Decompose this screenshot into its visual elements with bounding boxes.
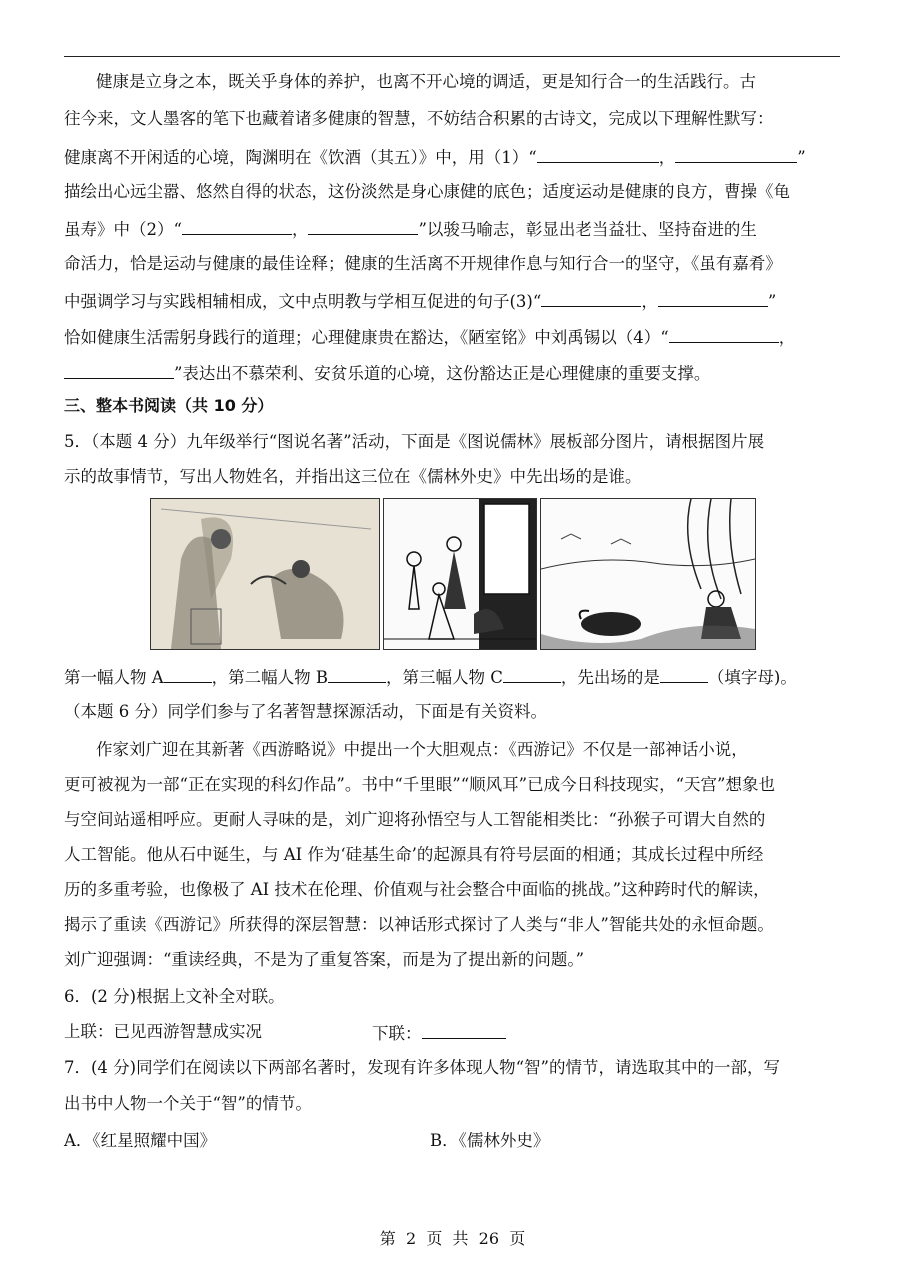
text: 刘广迎强调：“重读经典，不是为了重复答案，而是为了提出新的问题。” (64, 950, 585, 969)
passage-line-1 (96, 70, 856, 94)
answer-blank-4a[interactable] (669, 324, 779, 343)
q5-line-2 (64, 465, 854, 489)
passage-line-4 (64, 180, 854, 204)
text: 第一幅人物 A (64, 668, 164, 687)
text: 命活力，恰是运动与健康的最佳诠释；健康的生活离不开规律作息与知行合一的坚守，《虽有嘉肴》 (64, 254, 782, 273)
text: B．《儒林外史》 (430, 1131, 550, 1150)
q5-answer-line (64, 664, 854, 690)
text: 更可被视为一部“正在实现的科幻作品”。书中“千里眼”“顺风耳”已成今日科技现实，“天宫”想象也 (64, 775, 775, 794)
answer-blank-2b[interactable] (308, 216, 418, 235)
q5-line-1 (64, 430, 854, 454)
q7-line-2 (64, 1092, 854, 1116)
answer-blank-a[interactable] (164, 664, 212, 683)
text: 出书中人物一个关于“智”的情节。 (64, 1094, 312, 1113)
passage-line-5 (64, 216, 854, 242)
text: 历的多重考验，也像极了 AI 技术在伦理、价值观与社会整合中面临的挑战。”这种跨时代的解读， (64, 880, 770, 899)
illustration-c (540, 498, 756, 650)
text: A．《红星照耀中国》 (64, 1131, 217, 1150)
illustration-a-drawing (151, 499, 379, 649)
text: 作家刘广迎在其新著《西游略说》中提出一个大胆观点：《西游记》不仅是一部神话小说， (96, 740, 748, 759)
material-line-3 (64, 808, 854, 832)
passage-line-7 (64, 288, 854, 314)
couplet-upper (64, 1020, 262, 1044)
answer-blank-4b[interactable] (64, 360, 174, 379)
answer-blank-3a[interactable] (541, 288, 641, 307)
text: 中强调学习与实践相辅相成，文中点明教与学相互促进的句子(3)“ (64, 292, 542, 311)
text: ，先出场的是 (560, 668, 660, 687)
text: 恰如健康生活需躬身践行的道理；心理健康贵在豁达，《陋室铭》中刘禹锡以（4）“ (64, 328, 669, 347)
text: 上联：已见西游智慧成实况 (64, 1022, 262, 1041)
couplet-lower-blank[interactable] (422, 1020, 506, 1039)
passage-line-8 (64, 324, 854, 350)
material-line-1 (96, 738, 856, 762)
text: ”表达出不慕荣利、安贫乐道的心境，这份豁达正是心理健康的重要支撑。 (174, 364, 711, 383)
material-line-7 (64, 948, 854, 972)
text: ， (658, 148, 676, 167)
option-a[interactable] (64, 1129, 216, 1153)
text: 健康离不开闲适的心境，陶渊明在《饮酒（其五）》中，用（1）“ (64, 148, 537, 167)
text: （本题 6 分）同学们参与了名著智慧探源活动，下面是有关资料。 (64, 702, 547, 721)
answer-blank-3b[interactable] (658, 288, 768, 307)
text: ” (767, 292, 777, 311)
text: ， (641, 292, 658, 311)
section-title (64, 394, 854, 418)
text: 描绘出心远尘嚣、悠然自得的状态，这份淡然是身心康健的底色；适度运动是健康的良方，曹操《龟 (64, 182, 790, 201)
answer-blank-c[interactable] (503, 664, 561, 683)
text: ， (291, 220, 309, 239)
text: 5．（本题 4 分）九年级举行“图说名著”活动，下面是《图说儒林》展板部分图片，请根据图片展 (64, 432, 765, 451)
material-line-4 (64, 843, 854, 867)
answer-blank-1b[interactable] (675, 144, 797, 163)
text: 示的故事情节，写出人物姓名，并指出这三位在《儒林外史》中先出场的是谁。 (64, 467, 642, 486)
q6-intro (64, 700, 854, 724)
q6-title (64, 985, 854, 1009)
option-b[interactable] (430, 1129, 549, 1153)
text: ”以骏马喻志，彰显出老当益壮、坚持奋进的生 (418, 220, 757, 239)
passage-line-6 (64, 252, 854, 276)
text: 下联： (372, 1024, 422, 1043)
passage-line-3 (64, 144, 854, 170)
material-line-5 (64, 878, 854, 902)
material-line-6 (64, 913, 854, 937)
text: 与空间站遥相呼应。更耐人寻味的是，刘广迎将孙悟空与人工智能相类比：“孙猴子可谓大自然的 (64, 810, 766, 829)
header-rule (64, 56, 840, 57)
illustration-b-drawing (384, 499, 536, 649)
answer-blank-2a[interactable] (182, 216, 292, 235)
page-footer: 第 2 页 共 26 页 (379, 1229, 526, 1248)
text: ，第二幅人物 B (211, 668, 329, 687)
illustration-c-drawing (541, 499, 755, 649)
answer-blank-b[interactable] (328, 664, 386, 683)
q7-line-1 (64, 1056, 854, 1080)
illustration-b (383, 498, 537, 650)
text: 往今来，文人墨客的笔下也藏着诸多健康的智慧，不妨结合积累的古诗文，完成以下理解性默写： (64, 109, 774, 128)
passage-line-2 (64, 107, 854, 131)
text: ，第三幅人物 C (386, 668, 503, 687)
text: 三、整本书阅读（共 10 分） (64, 396, 274, 415)
text: 人工智能。他从石中诞生，与 AI 作为‘硅基生命’的起源具有符号层面的相通；其成长过程中所经 (64, 845, 764, 864)
text: 7．(4 分)同学们在阅读以下两部名著时，发现有许多体现人物“智”的情节，请选取其中的一部，写 (64, 1058, 780, 1077)
text: 6．(2 分)根据上文补全对联。 (64, 987, 285, 1006)
text: （填字母)。 (707, 668, 797, 687)
text: 揭示了重读《西游记》所获得的深层智慧：以神话形式探讨了人类与“非人”智能共处的永恒命题。 (64, 915, 774, 934)
text: ， (778, 328, 796, 347)
answer-blank-1a[interactable] (537, 144, 659, 163)
text: ” (797, 148, 806, 167)
text: 健康是立身之本，既关乎身体的养护，也离不开心境的调适，更是知行合一的生活践行。古 (96, 72, 756, 91)
passage-line-9 (64, 360, 854, 386)
answer-blank-first[interactable] (660, 664, 708, 683)
couplet-lower (372, 1020, 506, 1046)
illustration-a (150, 498, 380, 650)
material-line-2 (64, 773, 854, 797)
text: 虽寿》中（2）“ (64, 220, 182, 239)
